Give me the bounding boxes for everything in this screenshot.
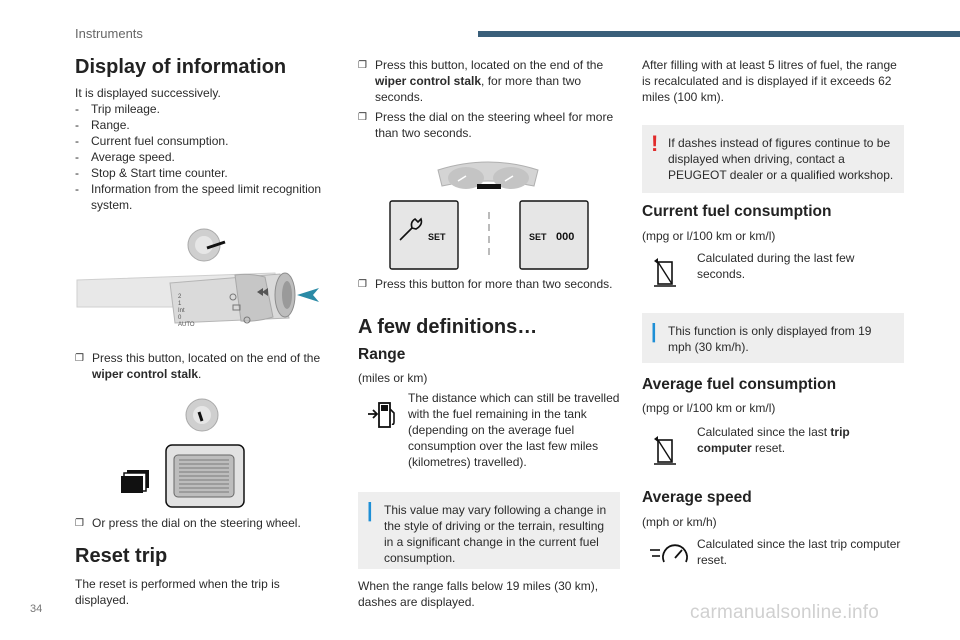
display-info-title: Display of information bbox=[75, 56, 287, 78]
set-value-right: 000 bbox=[556, 231, 575, 243]
instrument-cluster-icon bbox=[438, 162, 538, 189]
checkbox-icon: ❐ bbox=[75, 518, 84, 529]
step-press-dial-long: ❐ Press the dial on the steering wheel for more than two seconds. bbox=[358, 110, 614, 140]
warning-icon: ! bbox=[651, 131, 659, 156]
info-icon: | bbox=[651, 321, 657, 343]
step-press-button-long: ❐ Press this button for more than two seconds. bbox=[358, 277, 613, 291]
stalk-label: 2 bbox=[178, 294, 182, 300]
current-fuel-title: Current fuel consumption bbox=[642, 203, 832, 220]
section-header: Instruments bbox=[75, 26, 143, 41]
header-bar bbox=[478, 31, 960, 37]
reset-trip-text: The reset is performed when the trip is displayed. bbox=[75, 577, 280, 607]
speedometer-icon bbox=[650, 542, 690, 566]
average-speed-units: (mph or km/h) bbox=[642, 515, 717, 529]
range-title: Range bbox=[358, 346, 406, 363]
reset-trip-title: Reset trip bbox=[75, 545, 168, 567]
dial-illustration bbox=[75, 395, 337, 510]
average-fuel-units: (mpg or l/100 km or km/l) bbox=[642, 401, 776, 415]
steering-wheel-icon bbox=[186, 399, 218, 431]
fuel-pump-icon bbox=[366, 400, 398, 430]
stalk-label: 1 bbox=[178, 301, 182, 307]
checkbox-icon: ❐ bbox=[75, 353, 84, 364]
page-number: 34 bbox=[30, 603, 43, 615]
stalk-label: AUTO bbox=[178, 322, 195, 328]
steering-wheel-icon bbox=[188, 229, 225, 261]
stalk-label: Int bbox=[178, 308, 185, 314]
step-press-stalk-long: ❐ Press this button, located on the end of the wiper control stalk, for more than two seconds. bbox=[358, 58, 604, 104]
wiper-stalk-illustration bbox=[75, 225, 337, 345]
current-fuel-units: (mpg or l/100 km or km/l) bbox=[642, 229, 776, 243]
average-fuel-title: Average fuel consumption bbox=[642, 376, 837, 393]
info-list bbox=[75, 101, 337, 213]
set-panel-illustration bbox=[358, 150, 620, 275]
set-label-left: SET bbox=[428, 232, 446, 242]
stalk-label: 0 bbox=[178, 315, 182, 321]
fuel-consumption-icon bbox=[654, 258, 678, 288]
checkbox-icon: ❐ bbox=[358, 60, 367, 71]
current-fuel-note: | This function is only displayed from 19 mph (30 km/h). bbox=[642, 313, 904, 363]
current-fuel-definition: Calculated during the last few seconds. bbox=[642, 250, 904, 300]
list-item: - Current fuel consumption. bbox=[75, 133, 337, 149]
refill-text: After filling with at least 5 litres of fuel, the range is recalculated and is displayed if it exceeds 62 miles (100 km). bbox=[642, 58, 897, 104]
display-intro: It is displayed successively. bbox=[75, 86, 221, 100]
watermark: carmanualsonline.info bbox=[690, 602, 880, 623]
average-speed-definition: Calculated since the last trip computer reset. bbox=[642, 536, 904, 576]
average-fuel-definition: Calculated since the last trip computer reset. bbox=[642, 424, 904, 474]
fuel-consumption-icon bbox=[654, 436, 678, 466]
list-item: - Stop & Start time counter. bbox=[75, 165, 337, 181]
range-definition: The distance which can still be travelled with the fuel remaining in the tank (depending on the average fuel consumption over the last few miles (kilometres) travelled). bbox=[358, 390, 620, 480]
list-item: - Trip mileage. bbox=[75, 101, 337, 117]
arrow-icon bbox=[297, 288, 319, 302]
list-item: - Range. bbox=[75, 117, 337, 133]
range-info-note: | This value may vary following a change in the style of driving or the terrain, resulting in a significant change in the current fuel consumption. bbox=[358, 492, 620, 569]
average-speed-title: Average speed bbox=[642, 489, 752, 506]
range-low-text: When the range falls below 19 miles (30 km), dashes are displayed. bbox=[358, 579, 599, 609]
definitions-title: A few definitions… bbox=[358, 316, 538, 338]
info-icon: | bbox=[367, 500, 373, 522]
step-press-dial: ❐ Or press the dial on the steering wheel. bbox=[75, 516, 301, 530]
warning-note: ! If dashes instead of figures continue to be displayed when driving, contact a PEUGEOT dealer or a qualified workshop. bbox=[642, 125, 904, 193]
range-units: (miles or km) bbox=[358, 371, 428, 385]
list-item: - Information from the speed limit recognition system. bbox=[75, 181, 337, 213]
set-label-right: SET bbox=[529, 232, 547, 242]
screens-icon bbox=[121, 470, 149, 493]
checkbox-icon: ❐ bbox=[358, 279, 367, 290]
list-item: - Average speed. bbox=[75, 149, 337, 165]
checkbox-icon: ❐ bbox=[358, 112, 367, 123]
step-press-stalk: ❐ Press this button, located on the end of the wiper control stalk. bbox=[75, 351, 321, 381]
